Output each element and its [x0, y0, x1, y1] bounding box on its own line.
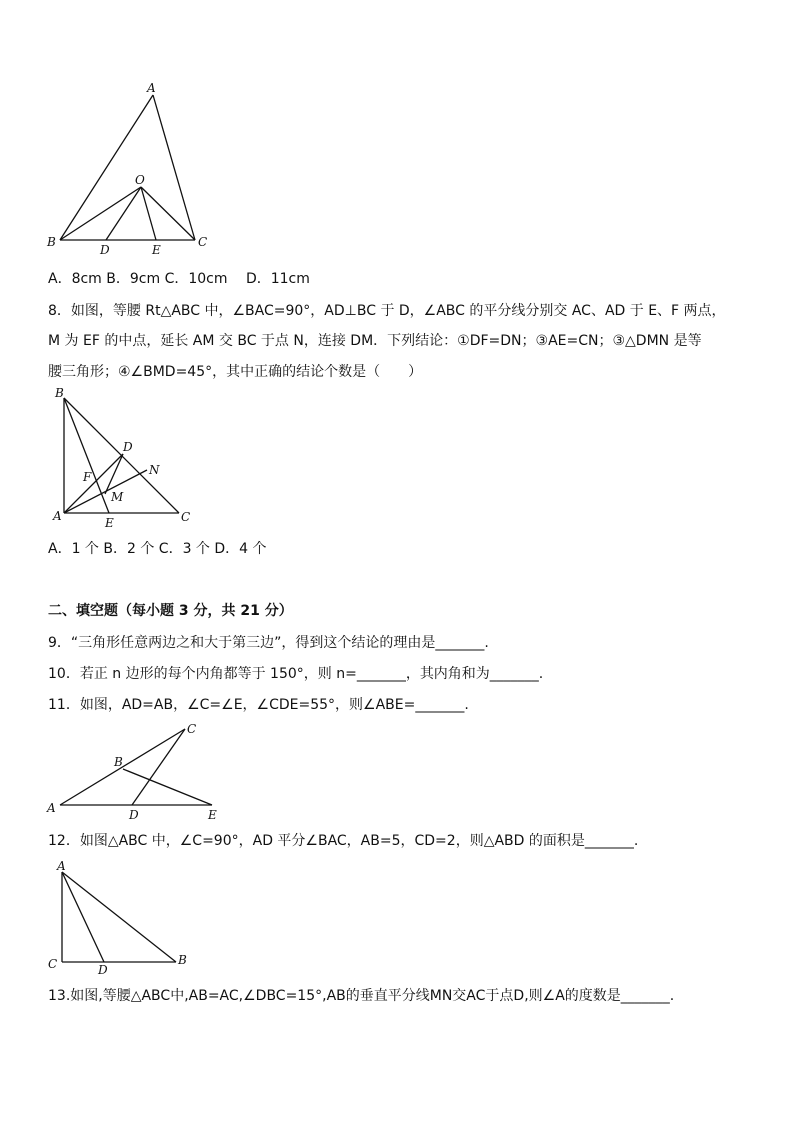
- label-e: E: [152, 243, 161, 257]
- q13-text: 13.如图,等腰△ABC中,AB=AC,∠DBC=15°,AB的垂直平分线MN交AC于点D,则∠A的度数是_______.: [48, 988, 675, 1004]
- q8-line-1: 8．如图，等腰 Rt△ABC 中，∠BAC=90°，AD⊥BC 于 D，∠ABC 的平分线分别交 AC、AD 于 E、F 两点，: [48, 303, 726, 319]
- label-a: A: [53, 509, 62, 523]
- label-d: D: [123, 440, 133, 454]
- q11-figure: [40, 718, 230, 824]
- q10-text: 10．若正 n 边形的每个内角都等于 150°，则 n=_______，其内角和为_______.: [48, 666, 544, 682]
- label-d: D: [100, 243, 110, 257]
- label-n: N: [149, 463, 160, 477]
- label-b: B: [114, 755, 123, 769]
- label-c: C: [198, 235, 208, 249]
- q9-text: 9．“三角形任意两边之和大于第三边”，得到这个结论的理由是_______.: [48, 635, 489, 651]
- section-2-title: 二、填空题（每小题 3 分，共 21 分）: [48, 603, 293, 619]
- q12-text: 12．如图△ABC 中，∠C=90°，AD 平分∠BAC，AB=5，CD=2，则△ABD 的面积是_______.: [48, 833, 639, 849]
- segment-od: [106, 187, 141, 240]
- label-f: F: [83, 470, 92, 484]
- q7-options: A．8cm B．9cm C．10cm D．11cm: [48, 271, 310, 287]
- segment-ad: [62, 872, 104, 962]
- segment-cd: [132, 729, 185, 805]
- label-b: B: [178, 953, 187, 967]
- segment-ob: [60, 187, 141, 240]
- q7-triangle-figure: [40, 78, 220, 260]
- label-c: C: [187, 722, 197, 736]
- edge-ab: [62, 872, 176, 962]
- q8-line-2: M 为 EF 的中点，延长 AM 交 BC 于点 N，连接 DM．下列结论：①DF=DN；③AE=CN；③△DMN 是等: [48, 333, 702, 349]
- label-e: E: [105, 516, 114, 530]
- label-c: C: [181, 510, 191, 524]
- label-a: A: [47, 801, 56, 815]
- segment-be: [64, 398, 109, 513]
- label-o: O: [135, 173, 145, 187]
- label-d: D: [98, 963, 108, 977]
- label-b: B: [55, 386, 64, 400]
- label-c: C: [48, 957, 58, 971]
- label-e: E: [208, 808, 217, 822]
- q8-options: A．1 个 B．2 个 C．3 个 D．4 个: [48, 541, 267, 557]
- q8-triangle-figure: [45, 386, 200, 530]
- label-d: D: [129, 808, 139, 822]
- label-a: A: [147, 81, 156, 95]
- label-a: A: [57, 859, 66, 873]
- label-m: M: [111, 490, 124, 504]
- edge-ab: [60, 95, 153, 240]
- segment-ad: [64, 454, 123, 513]
- q12-figure: [40, 856, 200, 980]
- edge-ac: [153, 95, 195, 240]
- segment-dm: [105, 454, 123, 494]
- q11-text: 11．如图，AD=AB，∠C=∠E，∠CDE=55°，则∠ABE=_______.: [48, 697, 469, 713]
- q8-line-3: 腰三角形；④∠BMD=45°，其中正确的结论个数是（ ）: [48, 364, 423, 380]
- label-b: B: [47, 235, 56, 249]
